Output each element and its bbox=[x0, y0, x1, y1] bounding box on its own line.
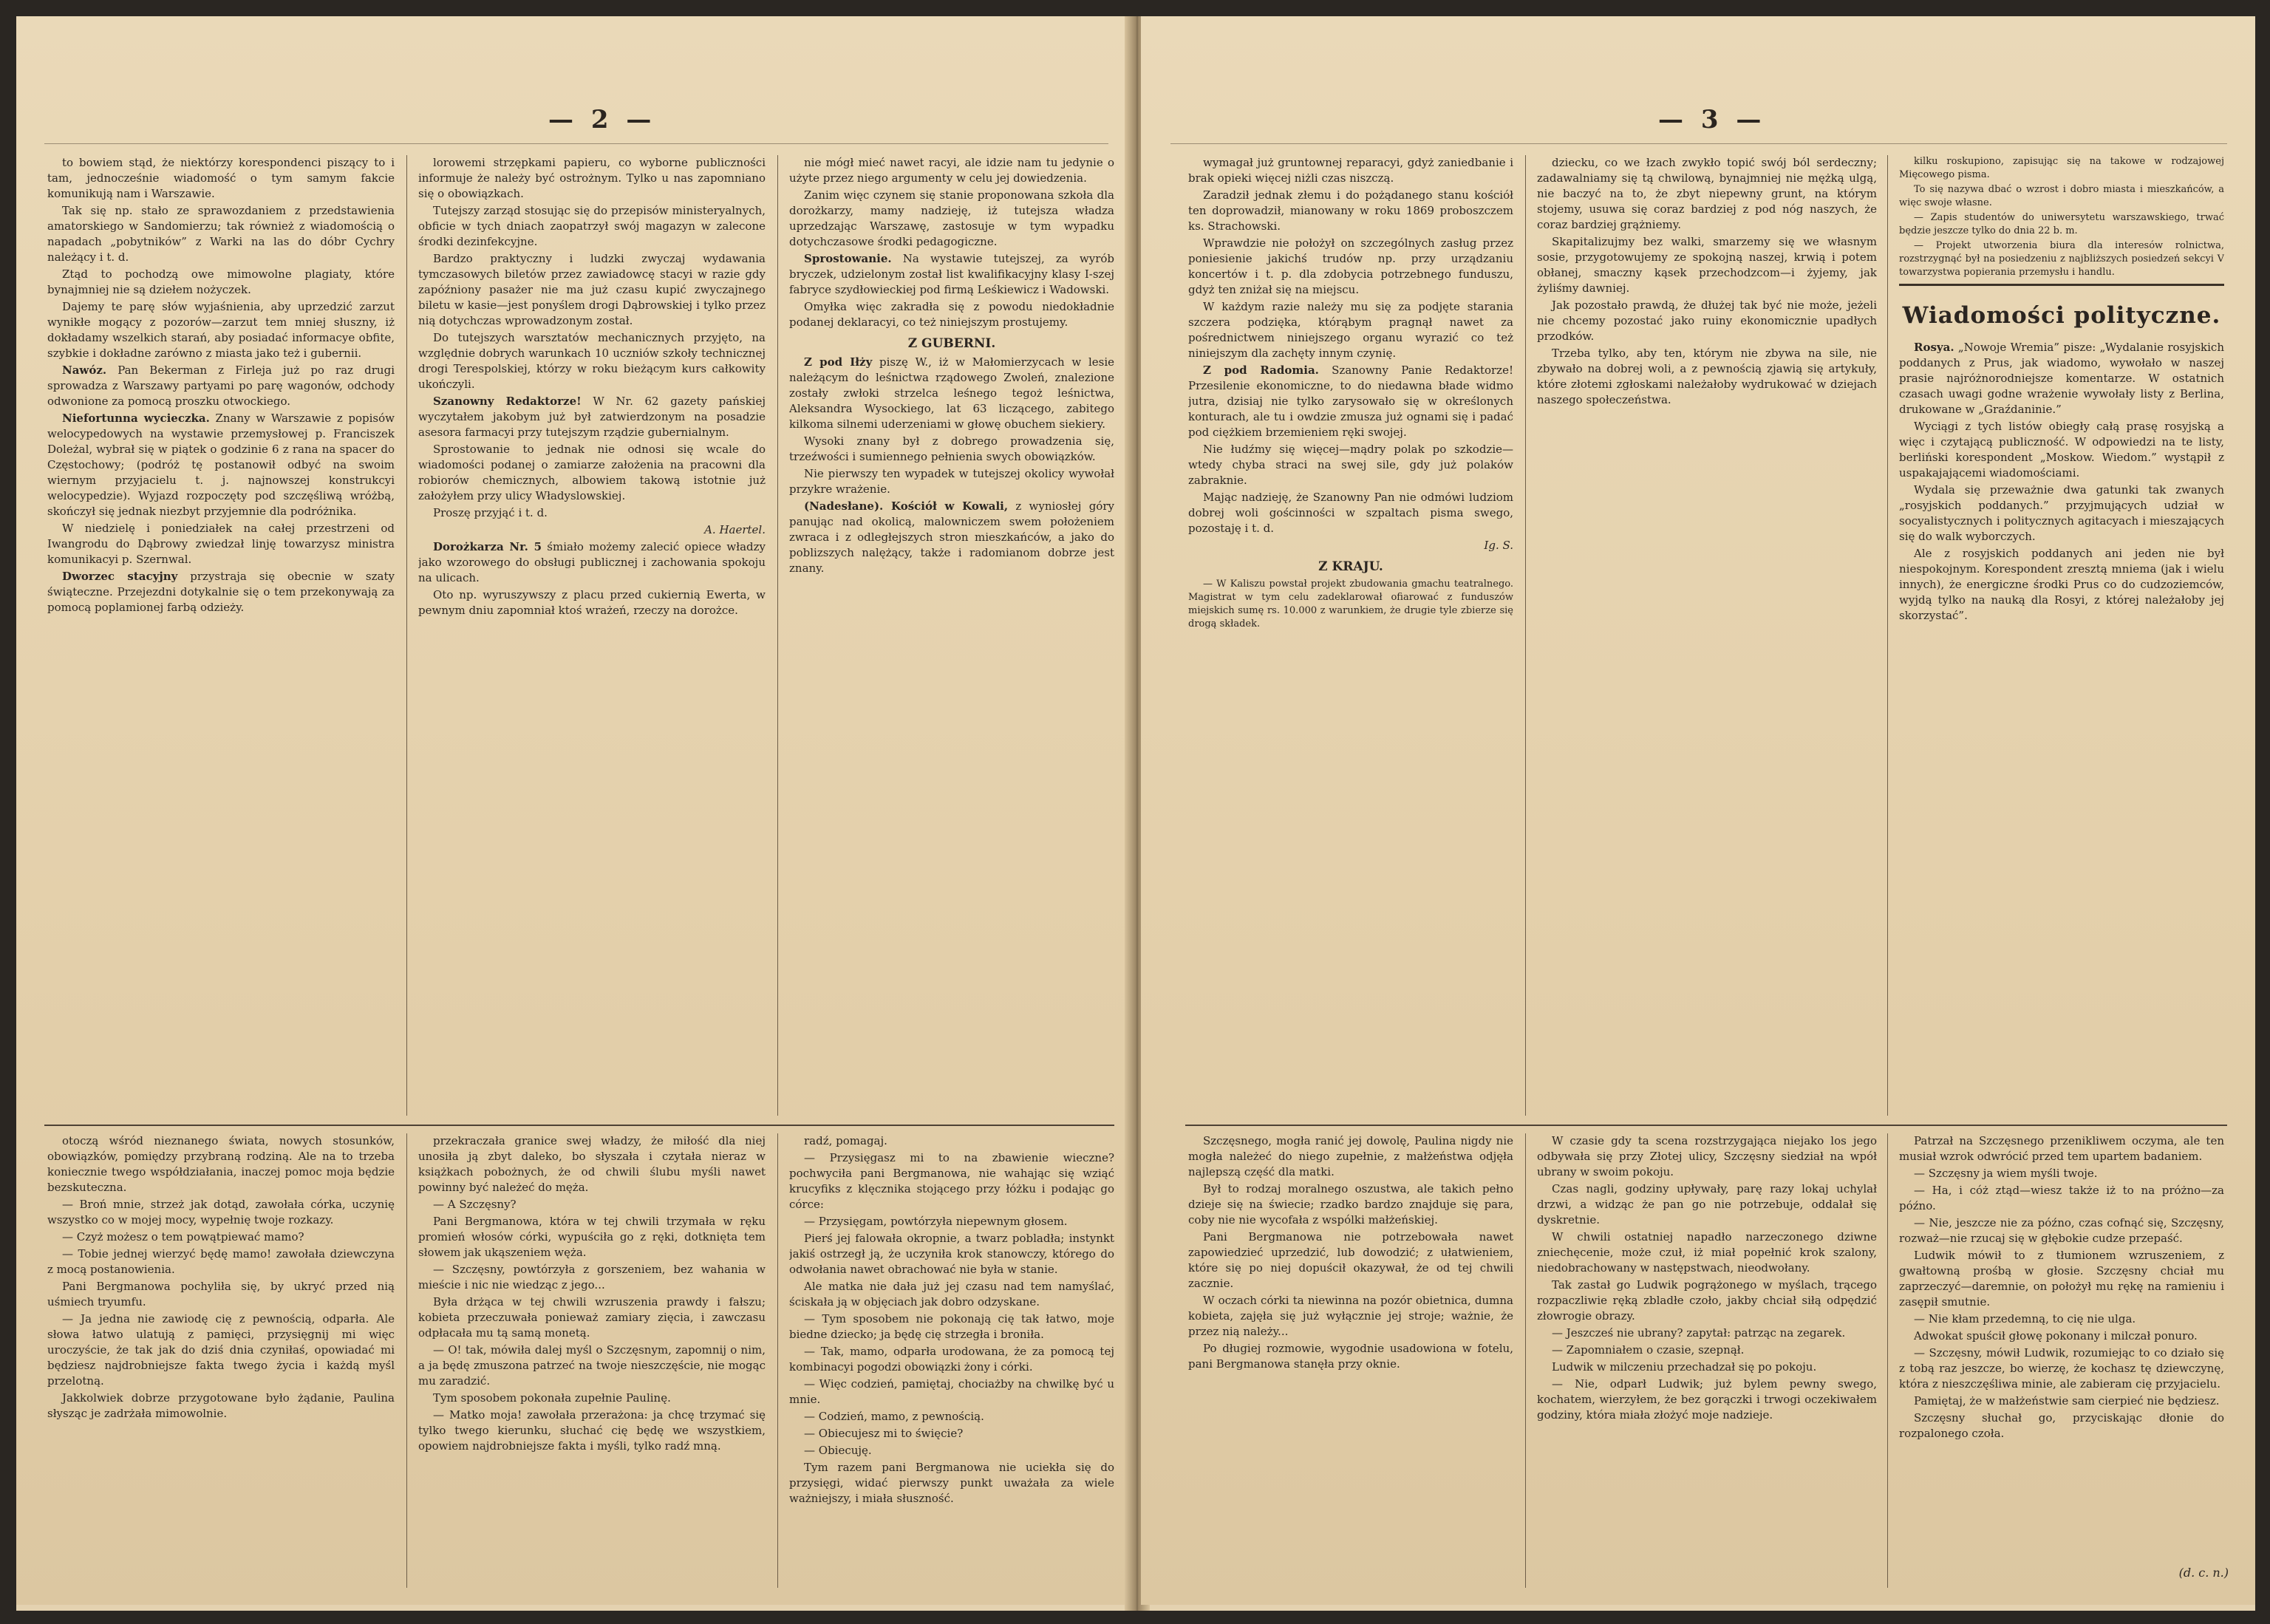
paragraph: to bowiem stąd, że niektórzy korespondenci piszący to i tam, jednocześnie wiadomość o tym samym fakcie komunikują nam i Warszawie. bbox=[47, 156, 395, 200]
paragraph: Ludwik w milczeniu przechadzał się po pokoju. bbox=[1552, 1360, 1817, 1374]
column-rule bbox=[777, 1133, 778, 1588]
paragraph: — Obiecuję. bbox=[804, 1444, 872, 1457]
run-in-heading: Sprostowanie. bbox=[804, 252, 892, 265]
left-bottom-col3 bbox=[789, 1133, 1114, 1588]
paragraph: Szczęsny słuchał go, przyciskając dłonie do rozpalonego czoła. bbox=[1899, 1411, 2224, 1440]
paragraph: Wysoki znany był z dobrego prowadzenia się, trzeźwości i sumiennego pełnienia swych obowiązków. bbox=[789, 434, 1114, 463]
left-bottom-col2 bbox=[418, 1133, 766, 1588]
news-note: — Zapis studentów do uniwersytetu warszawskiego, trwać będzie jeszcze tylko do dnia 22 b. m. bbox=[1899, 212, 2224, 236]
paragraph: Omyłka więc zakradła się z powodu niedokładnie podanej deklaracyi, co też niniejszym prostujemy. bbox=[789, 300, 1114, 329]
page-number: — 3 — bbox=[1658, 105, 1766, 134]
run-in-heading: Rosya. bbox=[1914, 341, 1954, 354]
paragraph: — Obiecujesz mi to święcie? bbox=[804, 1427, 964, 1440]
left-top-col3 bbox=[789, 155, 1114, 1119]
paragraph: — Tak, mamo, odparła urodowana, że za pomocą tej kombinacyi pogodzi obowiązki żony i córki. bbox=[789, 1345, 1114, 1374]
column-rule bbox=[1525, 155, 1526, 1116]
right-bottom-col1 bbox=[1188, 1133, 1513, 1588]
section-heading: Z GUBERNI. bbox=[907, 336, 996, 351]
news-note: To się nazywa dbać o wzrost i dobro miasta i mieszkańców, a więc swoje własne. bbox=[1899, 184, 2224, 208]
paragraph: Pamiętaj, że w małżeństwie sam cierpieć nie będziesz. bbox=[1914, 1394, 2220, 1408]
paragraph: Tym razem pani Bergmanowa nie uciekła się do przysięgi, widać pierwszy punkt uważała za wiele ważniejszy, i miała słuszność. bbox=[789, 1461, 1114, 1505]
paragraph: — Szczęsny ja wiem myśli twoje. bbox=[1914, 1167, 2098, 1180]
news-text: Znany w Warszawie z popisów welocypedowych na wystawie przemysłowej p. Franciszek Doleżal, wybrał się w piątek o godzinie 6 z rana na spacer do Częstochowy; (podróż tę postanowił odbyć na swoim wiernym przyjacielu t. j. najnowszej konstrukcyi welocypedzie). Wyjazd rozpoczęty pod szczęśliwą wróżbą, skończył się jednak niezbyt przyjemnie dla podróżnika. bbox=[47, 412, 395, 518]
paragraph: radź, pomagaj. bbox=[804, 1134, 887, 1147]
paragraph: Wprawdzie nie położył on szczególnych zasług przez poniesienie jakichś trudów np. przy urządzaniu koncertów i t. p. dla zdobycia potrzebnego funduszu, gdyż ten zniżał się na miejscu. bbox=[1188, 236, 1513, 296]
paragraph: — Szczęsny, mówił Ludwik, rozumiejąc to co działo się z tobą raz jeszcze, bo wierzę, że kochasz tę dziewczynę, która z nieszczęśliwa minie, ale zabieram cię przyjacielu. bbox=[1899, 1346, 2224, 1391]
right-top-col1 bbox=[1188, 155, 1513, 1119]
paragraph: Jak pozostało prawdą, że dłużej tak być nie może, jeżeli nie chcemy pozostać jako ruiny ekonomicznie upadłych przodków. bbox=[1537, 298, 1877, 343]
paragraph: — Ja jedna nie zawiodę cię z pewnością, odparła. Ale słowa łatwo ulatują z pamięci, przysięgnij mi więc uroczyście, że tak jak do dziś dnia czyniłaś, opowiadać mi będziesz najdrobniejsze fakta twego życia i każdą myśl przelotną. bbox=[47, 1312, 395, 1388]
paragraph: przekraczała granice swej władzy, że miłość dla niej unosiła ją zbyt daleko, bo słyszała i czytała nieraz w książkach pobożnych, że od chwili ślubu myśli nawet powinny być należeć do męża. bbox=[418, 1134, 766, 1194]
run-in-heading: Dorożkarza Nr. 5 bbox=[433, 540, 542, 553]
paragraph: — Matko moja! zawołała przerażona: ja chcę trzymać się tylko twego kierunku, słuchać cię będę we wszystkiem, opowiem najdrobniejsze fakta i myśli, tylko radź mną. bbox=[418, 1408, 766, 1453]
paragraph: — Ha, i cóż ztąd—wiesz także iż to na próżno—za późno. bbox=[1899, 1184, 2224, 1212]
paragraph: Skapitalizujmy bez walki, smarzemy się we własnym sosie, przygotowujemy ze spokojną naszej, krwią i potem obłanej, smaczny kąsek przechodzcom—i żyjemy, jak żyliśmy dawniej. bbox=[1537, 235, 1877, 295]
news-item bbox=[418, 394, 766, 440]
news-item bbox=[1899, 340, 2224, 417]
column-rule bbox=[1887, 155, 1888, 1116]
paragraph: lorowemi strzępkami papieru, co wyborne publiczności informuje że należy być ostrożnym. Tylko u nas zapomniano się o obowiązkach. bbox=[418, 156, 766, 200]
news-item bbox=[789, 355, 1114, 432]
paragraph: — O! tak, mówiła dalej myśl o Szczęsnym, zapomnij o nim, a ja będę zmuszona patrzeć na twoje nieszczęście, nie mogąc mu zaradzić. bbox=[418, 1343, 766, 1388]
news-text: Szanowny Panie Redaktorze! Przesilenie ekonomiczne, to do niedawna błade widmo jutra, dzisiaj nie tylko zarysowało się w określonych konturach, ale tu i owdzie zmusza już ognami się i padać pod ciężkiem brzemieniem ręki swojej. bbox=[1188, 364, 1513, 439]
paragraph: — Codzień, mamo, z pewnością. bbox=[804, 1410, 984, 1423]
right-top-col2 bbox=[1537, 155, 1877, 1119]
right-bottom-col2 bbox=[1537, 1133, 1877, 1588]
paragraph: — Przysięgasz mi to na zbawienie wieczne? pochwyciła pani Bergmanowa, nie wahając się wziąć krucyfiks z klęcznika stojącego przy łóżku i podając go córce: bbox=[789, 1151, 1114, 1211]
run-in-heading: Z pod Radomia. bbox=[1203, 364, 1319, 377]
paragraph: Sprostowanie to jednak nie odnosi się wcale do wiadomości podanej o zamiarze założenia na pracowni dla robiorów chemicznych, albowiem takową istotnie już założyłem przy ulicy Władyslowskiej. bbox=[418, 443, 766, 502]
news-text: przystraja się obecnie w szaty świąteczne. Przejezdni dotykalnie się o tem przekonywają za pomocą poplamionej farbą odzieży. bbox=[47, 570, 395, 614]
header-rule bbox=[1170, 143, 2227, 144]
paragraph: Ale z rosyjskich poddanych ani jeden nie był niespokojnym. Korespondent zresztą mniema (jak i wielu innych), że energiczne środki Prus co do cudzoziemców, wyjdą tylko na nauką dla Rosyi, z której należałoby jej skorzystać”. bbox=[1899, 547, 2224, 622]
paragraph: W czasie gdy ta scena rozstrzygająca niejako los jego odbywała się przy Złotej ulicy, Szczęsny siedział na wpół ubrany w swoim pokoju. bbox=[1537, 1134, 1877, 1178]
paragraph: Wyciągi z tych listów obiegły całą prasę rosyjską a więc i czytającą publiczność. W odpowiedzi na te listy, berliński korespondent „Moskow. Wiedom.” wystąpił z uspakajającemi wiadomościami. bbox=[1899, 420, 2224, 480]
paragraph: W oczach córki ta niewinna na pozór obietnica, dumna kobieta, zajęła się już wyłącznie jej stroje; ważnie, że przez nią należy... bbox=[1188, 1294, 1513, 1338]
run-in-heading: (Nadesłane). Kościół w Kowali, bbox=[804, 499, 1009, 513]
paragraph: Była drżąca w tej chwili wzruszenia prawdy i fałszu; kobieta przeczuwała ponieważ zamiary zięcia, i zawczasu odpłacała mu tą samą monetą. bbox=[418, 1295, 766, 1340]
paragraph: wymagał już gruntownej reparacyi, gdyż zaniedbanie i brak opieki więcej niżli czas niszczą. bbox=[1188, 156, 1513, 185]
run-in-heading: Dworzec stacyjny bbox=[62, 570, 178, 583]
left-bottom-col1 bbox=[47, 1133, 395, 1588]
news-text: piszę W., iż w Małomierzycach w lesie należącym do leśnictwa rządowego Zwoleń, znalezione zostały zwłoki strzelca leśnego tegoż leśnictwa, Aleksandra Wysockiego, lat 63 liczącego, zabitego kilkoma silnemi uderzeniami w głowę obuchem siekiery. bbox=[789, 355, 1114, 431]
left-top-col2 bbox=[418, 155, 766, 1119]
column-rule bbox=[1887, 1133, 1888, 1588]
paragraph: Ztąd to pochodzą owe mimowolne plagiaty, które bynajmniej nie są dziełem nożyczek. bbox=[47, 267, 395, 296]
paragraph: Proszę przyjąć i t. d. bbox=[433, 506, 548, 519]
paragraph: Tutejszy zarząd stosując się do przepisów ministeryalnych, obficie w tych dniach zaopatrzył swój magazyn w zalecone środki dezinfekcyjne. bbox=[418, 204, 766, 248]
paragraph: — Broń mnie, strzeż jak dotąd, zawołała córka, uczynię wszystko co w mojej mocy, wypełnię twoje rozkazy. bbox=[47, 1198, 395, 1226]
news-text: Pan Bekerman z Firleja już po raz drugi sprowadza z Warszawy partyami po parę wagonów, odchody odwonione za pomocą proszku otwockiego. bbox=[47, 364, 395, 408]
paragraph: Szczęsnego, mogła ranić jej dowolę, Paulina nigdy nie mogła należeć do niego zupełnie, z małżeństwa odjęła najlepszą część dla matki. bbox=[1188, 1134, 1513, 1178]
paragraph: — Nie, jeszcze nie za późno, czas cofnąć się, Szczęsny, rozważ—nie rzucaj się w głębokie cudze przepaść. bbox=[1899, 1216, 2224, 1245]
paragraph: Pani Bergmanowa pochyliła się, by ukryć przed nią uśmiech tryumfu. bbox=[47, 1280, 395, 1309]
feuilleton-rule bbox=[1185, 1125, 2227, 1126]
run-in-heading: Nawóz. bbox=[62, 364, 107, 377]
news-text: W Nr. 62 gazety pańskiej wyczytałem jakobym już był zatwierdzonym na posadzie asesora farmacyi przy tutejszym rządzie gubernialnym. bbox=[418, 395, 766, 439]
paragraph: Adwokat spuścił głowę pokonany i milczał ponuro. bbox=[1914, 1329, 2198, 1342]
paragraph: — Zapomniałem o czasie, szepnął. bbox=[1552, 1343, 1745, 1357]
title-rule bbox=[1899, 284, 2224, 286]
paragraph: W niedzielę i poniedziałek na całej przestrzeni od Iwangrodu do Dąbrowy zwiedzał linję towarzysz ministra komunikacyi p. Szernwal. bbox=[47, 522, 395, 566]
paragraph: Tak się np. stało ze sprawozdaniem z przedstawienia amatorskiego w Sandomierzu; tak również z wiadomością o napadach „pobytników” z Warki na las do dóbr Cychry należący i t. d. bbox=[47, 204, 395, 264]
paragraph: Tym sposobem pokonała zupełnie Paulinę. bbox=[433, 1391, 671, 1405]
paragraph: Trzeba tylko, aby ten, którym nie zbywa na sile, nie zbywało na dobrej woli, a z pewnością zjawią się artykuły, które złotemi zgłoskami należałoby wydrukować w dziejach naszego społeczeństwa. bbox=[1537, 347, 1877, 406]
paragraph: Tak zastał go Ludwik pogrążonego w myślach, trącego rozpaczliwie ręką zbladłe czoło, jakby chciał siłą odpędzić złowrogie obrazy. bbox=[1537, 1278, 1877, 1323]
paragraph: — Tobie jednej wierzyć będę mamo! zawołała dziewczyna z mocą postanowienia. bbox=[47, 1247, 395, 1276]
news-text: z wyniosłej góry panując nad okolicą, malowniczem swem położeniem zwraca i z odległejszych stron mieszkańców, a jako do poblizszych nalężący, także i radomianom dobrze jest znany. bbox=[789, 499, 1114, 575]
paragraph: Do tutejszych warsztatów mechanicznych przyjęto, na względnie dobrych warunkach 10 uczniów szkoły technicznej drogi Terespolskiej, którzy w roku bieżącym kurs całkowity ukończyli. bbox=[418, 331, 766, 391]
paragraph: — Czyż możesz o tem powątpiewać mamo? bbox=[62, 1230, 304, 1243]
paragraph: Dajemy te parę słów wyjaśnienia, aby uprzedzić zarzut wynikłe mogący z pozorów—zarzut tem mniej słuszny, iż dokładamy wszelkich starań, aby posiadać informacye obfite, szybkie i dokładne zarówno z miasta jako też i gubernii. bbox=[47, 300, 395, 360]
paragraph: Bardzo praktyczny i ludzki zwyczaj wydawania tymczasowych biletów przez zawiadowcę stacyi w razie gdy zapóźniony pasażer nie ma już czasu kupić zwyczajnego biletu w kasie—jest ponyślem drogi Dąbrowskiej i tylko przez nią dotychczas wprowadzonym został. bbox=[418, 252, 766, 327]
column-rule bbox=[406, 1133, 407, 1588]
right-page bbox=[1141, 16, 2255, 1605]
signature: Ig. S. bbox=[1484, 539, 1513, 552]
paragraph: Zanim więc czynem się stanie proponowana szkoła dla dorożkarzy, mamy nadzieję, iż tutejsza władza uprzedzając Warszawę, zastosuje w tym wypadku dotychczasowe środki pedagogiczne. bbox=[789, 188, 1114, 248]
news-text: „Nowoje Wremia” pisze: „Wydalanie rosyjskich poddanych z Prus, jak wiadomo, wywołało w naszej prasie najróżnorodniejsze komentarze. W ostatnich czasach uwagi godne wrażenie wywołały listy z Berlina, drukowane w „Graźdaninie.” bbox=[1899, 341, 2224, 416]
news-item bbox=[47, 411, 395, 519]
paragraph: Jakkolwiek dobrze przygotowane było żądanie, Paulina słysząc je zadrżała mimowolnie. bbox=[47, 1391, 395, 1420]
news-item bbox=[1188, 363, 1513, 440]
paragraph: Mając nadzieję, że Szanowny Pan nie odmówi ludziom dobrej woli gościnności w szpaltach pisma swego, pozostaję i t. d. bbox=[1188, 491, 1513, 535]
paragraph: Ale matka nie dała już jej czasu nad tem namyślać, ściskała ją w objęciach jak dobro odzyskane. bbox=[789, 1280, 1114, 1309]
news-note: — Projekt utworzenia biura dla interesów rolnictwa, rozstrzygnąć był na posiedzeniu z najbliższych posiedzeń sekcyi V towarzystwa popierania przemysłu i handlu. bbox=[1899, 240, 2224, 278]
news-text: śmiało możemy zalecić opiece władzy jako wzorowego do obsługi publicznej i zachowania spokoju na ulicach. bbox=[418, 540, 766, 584]
column-rule bbox=[406, 155, 407, 1116]
paragraph: Pani Bergmanowa, która w tej chwili trzymała w ręku promień włosów córki, wypuściła go z ręki, dotknięta tem słowem jak ukąszeniem węża. bbox=[418, 1215, 766, 1259]
news-note: — W Kaliszu powstał projekt zbudowania gmachu teatralnego. Magistrat w tym celu zadeklarował ofiarować z funduszów miejskich sumę rs. 10.000 z warunkiem, że drugie tyle zbierze się drogą składek. bbox=[1188, 579, 1513, 630]
run-in-heading: Z pod Iłży bbox=[804, 355, 873, 369]
column-rule bbox=[777, 155, 778, 1116]
paragraph: Nie pierwszy ten wypadek w tutejszej okolicy wywołał przykre wrażenie. bbox=[789, 467, 1114, 496]
paragraph: Pani Bergmanowa nie potrzebowała nawet zapowiedzieć uprzedzić, lub dowodzić; z ułatwieniem, które się po niej dopuścił okazywał, że od tej chwili zacznie. bbox=[1188, 1230, 1513, 1290]
newspaper-spread bbox=[16, 16, 2255, 1611]
news-text: Na wystawie tutejszej, za wyrób bryczek, udzielonym został list kwalifikacyjny klasy I-szej fabryce szydłowieckiej pod firmą Leśkiewicz i Wadowski. bbox=[789, 252, 1114, 296]
right-bottom-col3 bbox=[1899, 1133, 2224, 1562]
feuilleton-rule bbox=[44, 1125, 1114, 1126]
right-top-col3 bbox=[1899, 155, 2224, 1119]
news-note: kilku roskupiono, zapisując się na takowe w rodzajowej Mięcowego pisma. bbox=[1899, 156, 2224, 180]
news-item bbox=[47, 363, 395, 409]
paragraph: Oto np. wyruszywszy z placu przed cukiernią Ewerta, w pewnym dniu zapomniał ktoś wrażeń, rzeczy na dorożce. bbox=[418, 588, 766, 617]
section-heading: Z KRAJU. bbox=[1318, 559, 1383, 574]
paragraph: — Jeszcześ nie ubrany? zapytał: patrząc na zegarek. bbox=[1552, 1326, 1846, 1340]
paragraph: Ludwik mówił to z tłumionem wzruszeniem, z gwałtowną prośbą w głosie. Szczęsny chciał mu zaprzeczyć—daremnie, on położył mu rękę na ramieniu i zasępił smutnie. bbox=[1899, 1249, 2224, 1309]
paragraph: nie mógł mieć nawet racyi, ale idzie nam tu jedynie o użyte przez niego argumenty w celu jej dowiedzenia. bbox=[789, 156, 1114, 185]
continued-note: (d. c. n.) bbox=[2178, 1566, 2229, 1580]
paragraph: — Nie, odparł Ludwik; już bylem pewny swego, kochatem, wierzyłem, że bez gorączki i trwogi oczekiwałem godziny, która miała złożyć moje nadzieje. bbox=[1537, 1377, 1877, 1422]
paragraph: W chwili ostatniej napadło narzeczonego dziwne zniechęcenie, może czuł, iż miał popełnić krok szalony, niedobrachowany w następstwach, nieodwołany. bbox=[1537, 1230, 1877, 1275]
header-rule bbox=[44, 143, 1108, 144]
paragraph: Po długiej rozmowie, wygodnie usadowiona w fotelu, pani Bergmanowa stanęła przy oknie. bbox=[1188, 1342, 1513, 1371]
paragraph: Patrzał na Szczęsnego przenikliwem oczyma, ale ten musiał wzrok odwrócić przed tem upartem badaniem. bbox=[1899, 1134, 2224, 1163]
paragraph: Czas nagli, godziny upływały, parę razy lokaj uchylał drzwi, a widząc że pan go nie potrzebuje, oddalał się dyskretnie. bbox=[1537, 1182, 1877, 1226]
column-rule bbox=[1525, 1133, 1526, 1588]
paragraph: — Szczęsny, powtórzyła z gorszeniem, bez wahania w mieście i nic nie wiedząc z jego... bbox=[418, 1263, 766, 1292]
left-top-col1 bbox=[47, 155, 395, 1119]
section-title-block bbox=[1899, 284, 2224, 329]
paragraph: Nie łudźmy się więcej—mądry polak po szkodzie—wtedy chyba straci na swej sile, gdy już polaków zabraknie. bbox=[1188, 443, 1513, 487]
paragraph: W każdym razie należy mu się za podjęte starania szczera podzięka, którąbym pragnął nawet za pośrednictwem niniejszego organu wyrazić co też niniejszym dla zachęty innym czynię. bbox=[1188, 300, 1513, 360]
paragraph: otoczą wśród nieznanego świata, nowych stosunków, obowiązków, pomiędzy przybraną rodziną. Ale na to trzeba koniecznie twego współdziałania, inaczej pomoc moja będzie bezskuteczna. bbox=[47, 1134, 395, 1194]
paragraph: — Więc codzień, pamiętaj, chociażby na chwilkę być u mnie. bbox=[789, 1377, 1114, 1406]
paragraph: Wydala się przeważnie dwa gatunki tak zwanych „rosyjskich poddanych.” przyjmujących udział w socyalistycznych i politycznych agitacyach i mieszających się do walk wyborczych. bbox=[1899, 483, 2224, 543]
run-in-heading: Szanowny Redaktorze! bbox=[433, 395, 582, 408]
signature: A. Haertel. bbox=[704, 523, 766, 536]
page-number: — 2 — bbox=[548, 105, 656, 134]
paragraph: — Tym sposobem nie pokonają cię tak łatwo, moje biedne dziecko; ja będę cię strzegła i broniła. bbox=[789, 1312, 1114, 1341]
paragraph: Był to rodzaj moralnego oszustwa, ale takich pełno dzieje się na świecie; rzadko bardzo znajduje się para, coby nie nie wycofała z wspólki małżeńskiej. bbox=[1188, 1182, 1513, 1226]
left-page bbox=[16, 16, 1132, 1605]
paragraph: — Nie kłam przedemną, to cię nie ulga. bbox=[1914, 1312, 2136, 1326]
paragraph: — A Szczęsny? bbox=[433, 1198, 517, 1211]
paragraph: dziecku, co we łzach zwykło topić swój ból serdeczny; zadawalniamy się tą chwilową, bynajmniej nie mężką ulgą, nie baczyć na to, że zbyt niepewny grunt, na którym stojemy, usuwa się coraz bardziej z pod nóg naszych, że coraz bardziej grążniemy. bbox=[1537, 156, 1877, 231]
paragraph: Pierś jej falowała okropnie, a twarz pobladła; instynkt jakiś ostrzegł ją, że uczyniła krok stanowczy, którego do odwołania nawet obrachować nie była w stanie. bbox=[789, 1232, 1114, 1276]
news-item bbox=[789, 499, 1114, 576]
news-item bbox=[418, 539, 766, 586]
news-item bbox=[789, 251, 1114, 298]
run-in-heading: Niefortunna wycieczka. bbox=[62, 412, 210, 425]
paragraph: Zaradził jednak złemu i do pożądanego stanu kościół ten doprowadził, mianowany w roku 1869 proboszczem ks. Strachowski. bbox=[1188, 188, 1513, 233]
paragraph: — Przysięgam, powtórzyła niepewnym głosem. bbox=[804, 1215, 1068, 1228]
news-item bbox=[47, 569, 395, 615]
section-title: Wiadomości polityczne. bbox=[1902, 302, 2221, 329]
